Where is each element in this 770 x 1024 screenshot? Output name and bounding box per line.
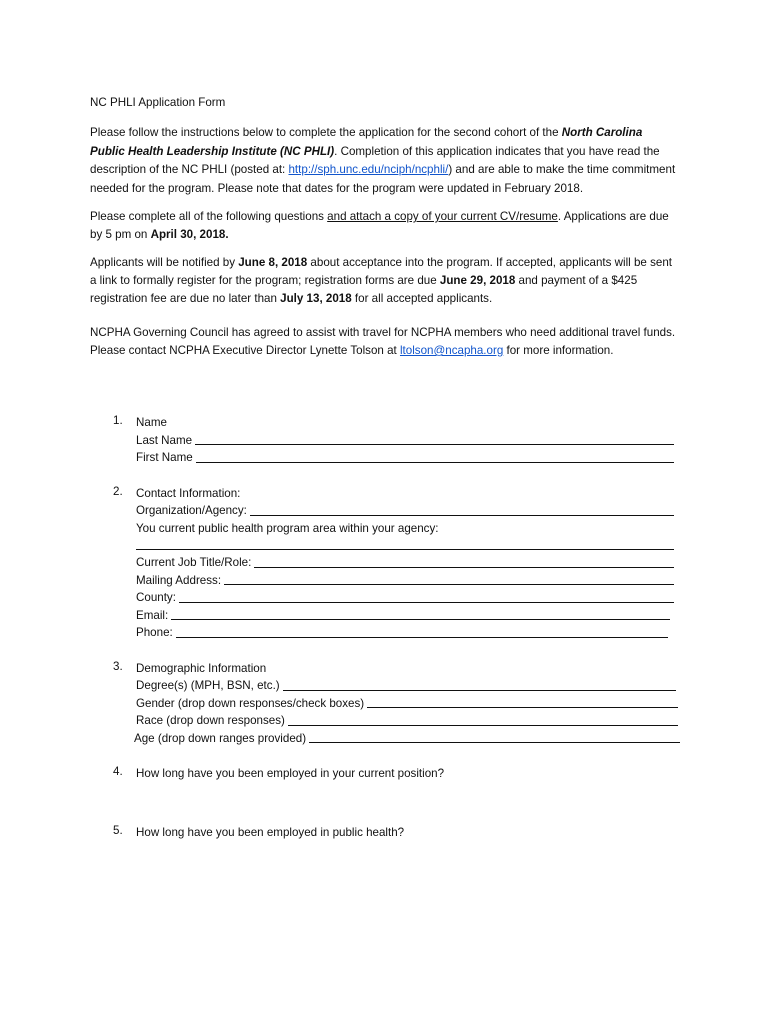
employment-duration-question: How long have you been employed in your current position?: [136, 767, 445, 780]
county-row: [136, 589, 680, 607]
notification-paragraph: [90, 254, 680, 308]
instructions-text: . Applications are due by 5 pm on: [90, 210, 669, 241]
age-row: [134, 730, 680, 748]
question-number: 2.: [113, 484, 123, 498]
last-name-field[interactable]: [195, 432, 674, 446]
notification-text: Applicants will be notified by: [90, 256, 239, 269]
public-health-duration-question: How long have you been employed in public health?: [136, 825, 405, 839]
notification-text: about acceptance into the program. If accepted, applicants will be sent a link to formally register for the program; registration forms are due: [90, 256, 672, 287]
program-name: North Carolina Public Health Leadership Institute (NC PHLI): [90, 126, 643, 158]
due-date: April 30, 2018.: [150, 228, 229, 241]
program-link[interactable]: http://sph.unc.edu/nciph/ncphli/: [288, 163, 449, 176]
phone-row: [136, 624, 680, 642]
question-3: [90, 660, 680, 748]
organization-label: Organization/Agency:: [136, 504, 247, 517]
demographic-heading: Demographic Information: [136, 661, 267, 675]
contact-heading: Contact Information:: [136, 486, 241, 500]
first-name-label: First Name: [136, 451, 193, 464]
mailing-field[interactable]: [224, 572, 674, 586]
last-name-row: [136, 432, 680, 450]
question-1: [90, 414, 680, 467]
first-name-row: [136, 449, 680, 467]
job-title-field[interactable]: [254, 554, 674, 568]
contact-email-link[interactable]: ltolson@ncapha.org: [399, 344, 504, 357]
gender-label: Gender (drop down responses/check boxes): [136, 696, 365, 710]
travel-paragraph: [90, 324, 680, 360]
q3-heading-row: [136, 660, 680, 678]
race-row: [136, 712, 680, 730]
q5-row: [136, 824, 680, 842]
travel-text: NCPHA Governing Council has agreed to assist with travel for NCPHA members who need additional travel funds. Please contact NCPHA Executive Director Lynette Tolson at: [90, 326, 676, 357]
intro-text: ) and are able to make the time commitment needed for the program. Please note that dates for the program were updated in February 2018.: [90, 163, 676, 195]
county-field[interactable]: [179, 589, 674, 603]
organization-row: [136, 502, 680, 520]
intro-text: . Completion of this application indicates that you have read the description of the NC PHLI (posted at:: [90, 144, 660, 176]
degrees-row: [136, 677, 680, 695]
registration-date: June 29, 2018: [439, 274, 516, 287]
age-dropdown[interactable]: [309, 730, 680, 744]
email-field[interactable]: [171, 607, 670, 621]
instructions-paragraph: [90, 208, 680, 244]
fee-date: July 13, 2018: [280, 292, 352, 305]
spacer: [90, 370, 680, 414]
gender-dropdown[interactable]: [367, 695, 678, 709]
question-4: [90, 765, 680, 783]
organization-field[interactable]: [250, 502, 674, 516]
county-label: County:: [136, 591, 176, 604]
mailing-row: [136, 572, 680, 590]
question-5: [90, 824, 680, 842]
form-title: NC PHLI Application Form: [90, 96, 226, 109]
question-number: 5.: [113, 823, 123, 837]
intro-text: Please follow the instructions below to complete the application for the second cohort of the: [90, 126, 562, 139]
race-dropdown[interactable]: [288, 712, 678, 726]
program-area-row: [136, 520, 680, 538]
gender-row: [136, 695, 680, 713]
program-area-field[interactable]: [136, 537, 674, 550]
intro-paragraph: [90, 124, 680, 198]
first-name-field[interactable]: [196, 449, 674, 463]
notification-text: for all accepted applicants.: [351, 292, 493, 305]
age-label: Age (drop down ranges provided): [134, 731, 307, 745]
notification-text: and payment of a $425 registration fee are due no later than: [90, 274, 638, 305]
last-name-label: Last Name: [136, 433, 193, 447]
question-number: 3.: [113, 659, 123, 673]
application-form: [90, 94, 680, 859]
email-row: [136, 607, 680, 625]
degrees-label: Degree(s) (MPH, BSN, etc.): [136, 679, 280, 692]
program-area-label: You current public health program area within your agency:: [136, 521, 439, 535]
travel-text: for more information.: [503, 344, 614, 357]
degrees-field[interactable]: [283, 677, 676, 691]
q4-row: [136, 765, 680, 783]
mailing-label: Mailing Address:: [136, 573, 222, 587]
q1-heading-row: [136, 414, 680, 432]
program-area-line-row: [136, 537, 680, 554]
phone-field[interactable]: [176, 624, 668, 638]
notify-date: June 8, 2018: [238, 256, 308, 269]
job-title-label: Current Job Title/Role:: [136, 556, 252, 569]
email-label: Email:: [136, 608, 169, 622]
question-number: 4.: [113, 765, 123, 778]
question-number: 1.: [113, 414, 123, 427]
instructions-text: Please complete all of the following questions: [90, 210, 328, 223]
phone-label: Phone:: [136, 626, 173, 639]
race-label: Race (drop down responses): [136, 714, 285, 727]
cv-requirement: and attach a copy of your current CV/resume: [327, 210, 558, 223]
name-heading: Name: [136, 416, 167, 429]
q2-heading-row: [136, 485, 680, 503]
job-title-row: [136, 554, 680, 572]
question-list: [90, 414, 680, 841]
question-2: [90, 485, 680, 642]
